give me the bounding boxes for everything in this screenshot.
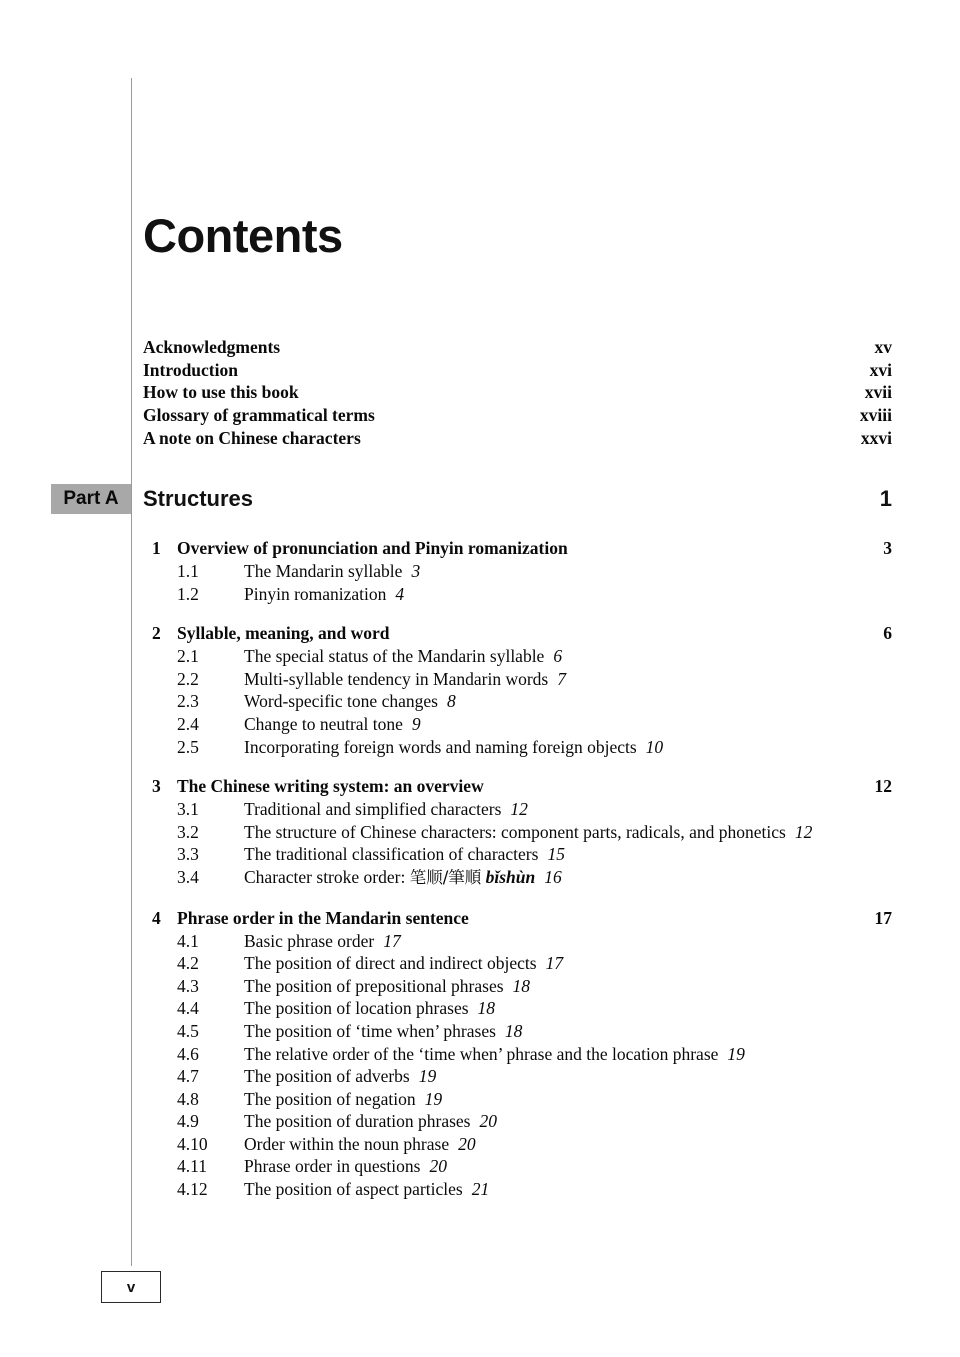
- section-title: The position of location phrases: [244, 998, 469, 1019]
- section-page-number: 19: [424, 1088, 443, 1109]
- chapter-block: [143, 906, 892, 1201]
- section-row[interactable]: [143, 952, 892, 975]
- chapter-number: 1: [152, 538, 161, 558]
- front-matter-list: [143, 336, 892, 450]
- section-row[interactable]: [143, 930, 892, 953]
- section-page-number: 18: [477, 998, 496, 1019]
- section-page-number: 21: [471, 1179, 490, 1200]
- section-title: Pinyin romanization: [244, 583, 387, 604]
- section-number: 4.12: [177, 1179, 208, 1200]
- section-page-number: 12: [510, 799, 528, 820]
- section-number: 4.1: [177, 930, 199, 951]
- section-title: Change to neutral tone: [244, 713, 403, 734]
- chapter-heading[interactable]: [143, 621, 892, 645]
- section-title: The position of prepositional phrases: [244, 975, 504, 996]
- section-title: Phrase order in questions: [244, 1156, 421, 1177]
- section-row[interactable]: [143, 583, 892, 606]
- chapter-heading[interactable]: [143, 906, 892, 930]
- section-page-number: 4: [395, 583, 405, 604]
- chapter-page-number: 3: [883, 538, 892, 558]
- section-number: 3.2: [177, 821, 199, 842]
- chapter-heading[interactable]: [143, 536, 892, 560]
- front-matter-row[interactable]: [143, 427, 892, 450]
- section-row[interactable]: [143, 1155, 892, 1178]
- chapter-page-number: 6: [883, 623, 892, 644]
- section-row[interactable]: [143, 1020, 892, 1043]
- section-row[interactable]: [143, 713, 892, 736]
- front-matter-page-number: xv: [874, 337, 892, 357]
- front-matter-page-number: xvii: [864, 382, 892, 403]
- section-number: 4.10: [177, 1133, 208, 1154]
- section-number: 4.3: [177, 975, 199, 996]
- front-matter-label: How to use this book: [143, 382, 299, 403]
- section-title: Word-specific tone changes: [244, 691, 438, 712]
- chapter-number: 2: [152, 623, 161, 644]
- section-row[interactable]: [143, 1043, 892, 1066]
- section-number: 2.5: [177, 736, 199, 757]
- section-page-number: 6: [553, 646, 563, 667]
- section-title: The position of direct and indirect objects: [244, 953, 537, 974]
- section-number: 2.4: [177, 713, 199, 734]
- section-row[interactable]: [143, 668, 892, 691]
- section-number: 2.1: [177, 646, 199, 667]
- gutter-rule: [131, 78, 132, 1266]
- section-title: The special status of the Mandarin syllable: [244, 646, 545, 667]
- section-row[interactable]: [143, 1110, 892, 1133]
- section-page-number: 7: [557, 668, 566, 689]
- section-number: 3.3: [177, 844, 199, 865]
- section-page-number: 3: [411, 561, 421, 581]
- folio-page-number: v: [101, 1271, 161, 1303]
- section-page-number: 20: [429, 1156, 447, 1177]
- section-number: 3.4: [177, 866, 199, 887]
- section-title: The traditional classification of characters: [244, 844, 539, 865]
- section-title: The position of adverbs: [244, 1066, 410, 1087]
- section-page-number: 20: [458, 1133, 476, 1154]
- section-row[interactable]: [143, 997, 892, 1020]
- section-number: 4.4: [177, 998, 199, 1019]
- section-chinese-characters: 笔顺/筆順: [409, 867, 482, 887]
- chapter-block: [143, 621, 892, 758]
- section-title: The position of duration phrases: [244, 1111, 471, 1132]
- chapter-page-number: 12: [874, 776, 892, 797]
- section-pinyin: bǐshùn: [481, 866, 536, 887]
- front-matter-label: Introduction: [143, 359, 238, 380]
- section-row[interactable]: [143, 1133, 892, 1156]
- section-row[interactable]: [143, 798, 892, 821]
- section-number: 1.2: [177, 583, 199, 604]
- chapter-number: 4: [152, 907, 161, 928]
- section-row[interactable]: [143, 560, 892, 583]
- section-page-number: 16: [544, 866, 562, 887]
- front-matter-page-number: xvi: [869, 359, 892, 380]
- chapter-list: [143, 536, 892, 1217]
- section-page-number: 20: [479, 1111, 497, 1132]
- section-title: Order within the noun phrase: [244, 1133, 450, 1154]
- part-heading: [0, 484, 892, 518]
- section-page-number: 19: [727, 1043, 745, 1064]
- section-row[interactable]: [143, 866, 892, 890]
- section-page-number: 17: [383, 930, 401, 951]
- section-number: 4.5: [177, 1020, 199, 1041]
- chapter-block: [143, 774, 892, 889]
- section-number: 2.3: [177, 691, 199, 712]
- section-number: 4.2: [177, 953, 199, 974]
- section-row[interactable]: [143, 843, 892, 866]
- part-page-number: 1: [879, 486, 892, 511]
- section-title: The Mandarin syllable: [244, 561, 403, 581]
- front-matter-page-number: xviii: [859, 405, 892, 426]
- section-row[interactable]: [143, 1065, 892, 1088]
- section-number: 4.9: [177, 1111, 199, 1132]
- section-title: The position of negation: [244, 1088, 416, 1109]
- section-number: 4.6: [177, 1043, 199, 1064]
- section-number: 1.1: [177, 561, 199, 581]
- front-matter-label: Glossary of grammatical terms: [143, 405, 375, 426]
- section-title: The structure of Chinese characters: component parts, radicals, and phonetics: [244, 821, 786, 842]
- section-number: 4.7: [177, 1066, 199, 1087]
- chapter-number: 3: [152, 776, 161, 797]
- chapter-title: Syllable, meaning, and word: [177, 623, 390, 644]
- section-number: 3.1: [177, 799, 199, 820]
- section-title: The position of aspect particles: [244, 1179, 463, 1200]
- section-number: 4.11: [177, 1156, 207, 1177]
- chapter-title: Phrase order in the Mandarin sentence: [177, 907, 469, 928]
- section-title: The relative order of the ‘time when’ phrase and the location phrase: [244, 1043, 719, 1064]
- front-matter-row[interactable]: [143, 359, 892, 382]
- part-title: Structures: [143, 486, 254, 511]
- section-row[interactable]: [143, 690, 892, 713]
- section-number: 2.2: [177, 668, 199, 689]
- section-page-number: 19: [418, 1066, 437, 1087]
- section-page-number: 12: [794, 821, 813, 842]
- chapter-heading[interactable]: [143, 774, 892, 798]
- section-title: Incorporating foreign words and naming foreign objects: [244, 736, 637, 757]
- section-page-number: 17: [545, 953, 564, 974]
- front-matter-row[interactable]: [143, 381, 892, 404]
- chapter-title: Overview of pronunciation and Pinyin romanization: [177, 538, 568, 558]
- section-title: Traditional and simplified characters: [244, 799, 502, 820]
- chapter-page-number: 17: [874, 907, 892, 928]
- chapter-title: The Chinese writing system: an overview: [177, 776, 484, 797]
- front-matter-label: A note on Chinese characters: [143, 427, 361, 448]
- section-title: Basic phrase order: [244, 930, 375, 951]
- section-row[interactable]: [143, 645, 892, 668]
- section-row[interactable]: [143, 1088, 892, 1111]
- page-title: Contents: [143, 209, 343, 262]
- section-row[interactable]: [143, 736, 892, 759]
- section-row[interactable]: [143, 1178, 892, 1201]
- section-number: 4.8: [177, 1088, 199, 1109]
- section-row[interactable]: [143, 975, 892, 998]
- front-matter-label: Acknowledgments: [143, 337, 281, 357]
- front-matter-row[interactable]: [143, 404, 892, 427]
- section-title: The position of ‘time when’ phrases: [244, 1020, 496, 1041]
- section-title: Character stroke order:: [244, 866, 410, 887]
- section-page-number: 8: [446, 691, 456, 712]
- part-tag-badge: Part A: [51, 484, 131, 514]
- section-title: Multi-syllable tendency in Mandarin words: [244, 668, 549, 689]
- section-page-number: 18: [512, 975, 531, 996]
- section-row[interactable]: [143, 821, 892, 844]
- section-page-number: 9: [411, 713, 421, 734]
- section-page-number: 10: [645, 736, 664, 757]
- front-matter-row[interactable]: [143, 336, 892, 359]
- section-page-number: 18: [504, 1020, 523, 1041]
- chapter-block: [143, 536, 892, 605]
- front-matter-page-number: xxvi: [860, 427, 892, 448]
- section-page-number: 15: [547, 844, 565, 865]
